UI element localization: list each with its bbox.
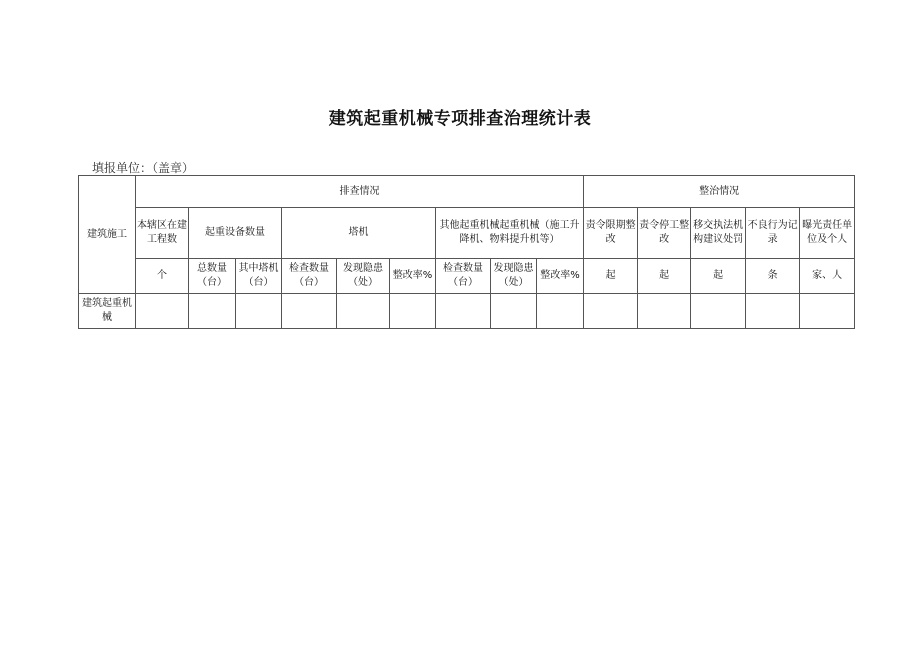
data-cell[interactable]: [282, 294, 337, 329]
header-projects-in-district: 本辖区在建工程数: [136, 208, 189, 259]
data-cell[interactable]: [691, 294, 746, 329]
data-cell[interactable]: [638, 294, 691, 329]
data-cell[interactable]: [537, 294, 584, 329]
data-cell[interactable]: [436, 294, 491, 329]
header-lifting-equipment-count: 起重设备数量: [189, 208, 282, 259]
unit-expose: 家、人: [800, 259, 855, 294]
header-transfer-enforcement: 移交执法机构建议处罚: [691, 208, 746, 259]
statistics-table: [78, 175, 855, 329]
unit-tower-rectify-rate: 整改率%: [390, 259, 436, 294]
header-expose-responsible: 曝光责任单位及个人: [800, 208, 855, 259]
header-rectification: 整治情况: [584, 176, 855, 208]
header-order-rectify-deadline: 责令限期整改: [584, 208, 638, 259]
unit-projects: 个: [136, 259, 189, 294]
unit-deadline: 起: [584, 259, 638, 294]
data-cell[interactable]: [491, 294, 537, 329]
header-inspection: 排查情况: [136, 176, 584, 208]
header-bad-behavior-record: 不良行为记录: [746, 208, 800, 259]
data-cell[interactable]: [337, 294, 390, 329]
data-cell[interactable]: [584, 294, 638, 329]
page-title: 建筑起重机械专项排查治理统计表: [328, 109, 592, 129]
unit-tower-inspected: 检查数量（台）: [282, 259, 337, 294]
data-cell[interactable]: [746, 294, 800, 329]
header-order-stop-work: 责令停工整改: [638, 208, 691, 259]
data-cell[interactable]: [236, 294, 282, 329]
unit-total-count: 总数量（台）: [189, 259, 236, 294]
unit-of-which-tower: 其中塔机（台）: [236, 259, 282, 294]
table-row: [79, 294, 855, 329]
unit-record: 条: [746, 259, 800, 294]
unit-tower-hazards: 发现隐患（处）: [337, 259, 390, 294]
unit-transfer: 起: [691, 259, 746, 294]
data-cell[interactable]: [800, 294, 855, 329]
header-other-lifting: 其他起重机械起重机械（施工升降机、物料提升机等）: [436, 208, 584, 259]
fill-unit-label: 填报单位：（盖章）: [92, 161, 195, 175]
data-cell[interactable]: [189, 294, 236, 329]
unit-stop: 起: [638, 259, 691, 294]
data-cell[interactable]: [136, 294, 189, 329]
header-tower-crane: 塔机: [282, 208, 436, 259]
data-cell[interactable]: [390, 294, 436, 329]
data-row-label: 建筑起重机械: [79, 294, 136, 329]
unit-other-rectify-rate: 整改率%: [537, 259, 584, 294]
row-header-cell: 建筑施工: [79, 176, 136, 294]
unit-other-inspected: 检查数量（台）: [436, 259, 491, 294]
unit-other-hazards: 发现隐患（处）: [491, 259, 537, 294]
